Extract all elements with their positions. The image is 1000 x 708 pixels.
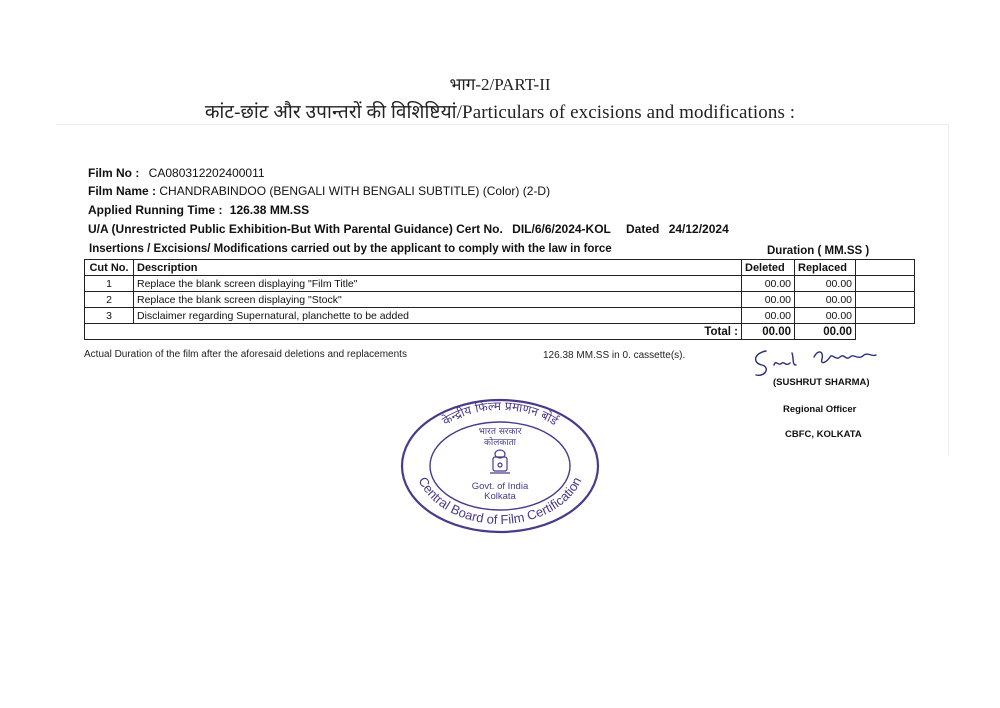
seal-line3: Govt. of India: [471, 481, 529, 492]
seal-top-text: केन्द्रीय फिल्म प्रमाणन बोर्ड: [439, 398, 561, 429]
cut-no-cell: 1: [85, 276, 134, 292]
col-empty: [856, 260, 915, 276]
description-cell: Disclaimer regarding Supernatural, planchette to be added: [134, 308, 742, 324]
total-replaced: 00.00: [795, 324, 856, 340]
table-header-row: [85, 260, 915, 276]
cuts-table: [84, 259, 915, 340]
empty-cell: [856, 292, 915, 308]
cut-no-cell: 3: [85, 308, 134, 324]
empty-cell: [856, 308, 915, 324]
running-time-line: [88, 203, 309, 217]
film-name-label: Film Name :: [88, 184, 157, 198]
total-row: [85, 324, 915, 340]
film-no-line: [88, 166, 265, 180]
insertions-intro: Insertions / Excisions/ Modifications carried out by the applicant to comply with the law in force: [89, 243, 612, 255]
table-row: [85, 308, 915, 324]
table-row: [85, 292, 915, 308]
seal-line4: Kolkata: [484, 491, 516, 502]
film-name-value: CHANDRABINDOO (BENGALI WITH BENGALI SUBTITLE) (Color) (2-D): [159, 184, 551, 198]
total-deleted: 00.00: [742, 324, 795, 340]
col-deleted: Deleted: [742, 260, 795, 276]
office-name: CBFC, KOLKATA: [785, 429, 862, 440]
page-heading: कांट-छांट और उपान्तरों की विशिष्टियां/Particulars of excisions and modifications :: [204, 102, 796, 123]
deleted-cell: 00.00: [742, 276, 795, 292]
col-cut-no: Cut No.: [85, 260, 134, 276]
deleted-cell: 00.00: [742, 292, 795, 308]
col-replaced: Replaced: [795, 260, 856, 276]
cert-line: [88, 222, 729, 236]
description-cell: Replace the blank screen displaying "Film Title": [134, 276, 742, 292]
seal-line1: भारत सरकार: [478, 427, 522, 437]
replaced-cell: 00.00: [795, 308, 856, 324]
actual-duration-value: 126.38 MM.SS in 0. cassette(s).: [543, 350, 686, 361]
dated-label: Dated: [626, 222, 660, 236]
duration-label: Duration ( MM.SS ): [767, 245, 870, 257]
running-time-label: Applied Running Time :: [88, 203, 223, 217]
actual-duration-text: Actual Duration of the film after the aforesaid deletions and replacements: [84, 349, 407, 360]
part-label: भाग-2/PART-II: [449, 75, 551, 94]
running-time-value: 126.38 MM.SS: [229, 203, 310, 217]
cert-no: DIL/6/6/2024-KOL: [512, 222, 611, 236]
film-no-value: CA080312202400011: [148, 166, 265, 180]
empty-cell: [856, 324, 915, 340]
cert-label: U/A (Unrestricted Public Exhibition-But With Parental Guidance) Cert No.: [88, 222, 503, 236]
seal-line2: कोलकाता: [483, 438, 517, 448]
film-name-line: [88, 184, 550, 198]
description-cell: Replace the blank screen displaying "Stock": [134, 292, 742, 308]
replaced-cell: 00.00: [795, 276, 856, 292]
designation: Regional Officer: [783, 404, 857, 415]
table-row: [85, 276, 915, 292]
seal-bottom-text: Central Board of Film Certification: [415, 474, 585, 528]
replaced-cell: 00.00: [795, 292, 856, 308]
dated-value: 24/12/2024: [668, 222, 729, 236]
emblem-icon: [490, 450, 510, 473]
total-label: Total :: [134, 324, 742, 340]
col-description: Description: [134, 260, 742, 276]
film-no-label: Film No :: [88, 166, 140, 180]
signatory-name: (SUSHRUT SHARMA): [773, 377, 870, 388]
cut-no-cell: 2: [85, 292, 134, 308]
total-blank-cell: [85, 324, 134, 340]
svg-text:केन्द्रीय फिल्म प्रमाणन बोर्ड: [440, 399, 562, 429]
deleted-cell: 00.00: [742, 308, 795, 324]
cbfc-seal-stamp: [398, 396, 602, 536]
empty-cell: [856, 276, 915, 292]
